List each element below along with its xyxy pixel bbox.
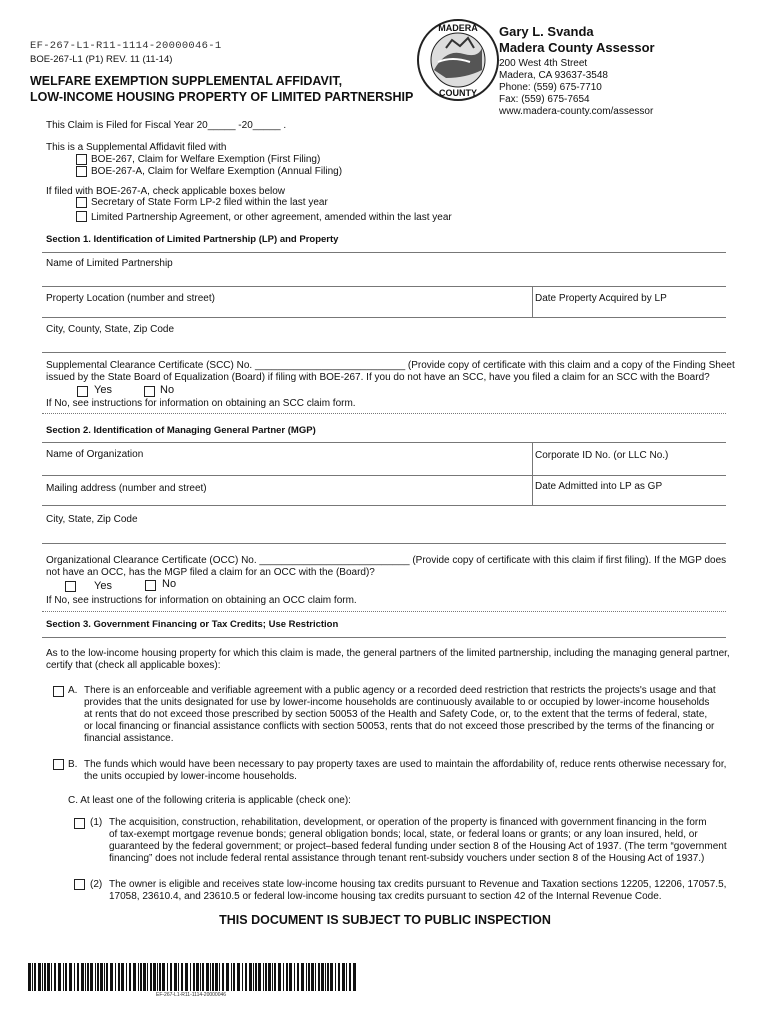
- barcode-bar: [321, 963, 324, 991]
- barcode-bar: [181, 963, 183, 991]
- barcode-bar: [138, 963, 139, 991]
- occ-no-label: No: [162, 578, 177, 590]
- lpa-label: Limited Partnership Agreement, or other agreement, amended within the last year: [91, 212, 452, 223]
- criterion-c1-line: guaranteed by the federal government; or project–based federal funding under section 8 of the Housing Act of 1937. (The term “government: [109, 841, 727, 852]
- criterion-c2-checkbox[interactable]: [74, 879, 85, 890]
- barcode-bar: [65, 963, 67, 991]
- occ-yes-checkbox[interactable]: [65, 581, 76, 592]
- barcode-bar: [206, 963, 209, 991]
- seal-text-bottom: COUNTY: [439, 88, 477, 98]
- barcode-bar: [150, 963, 152, 991]
- barcode-bar: [274, 963, 276, 991]
- barcode-bar: [115, 963, 116, 991]
- barcode-bar: [87, 963, 89, 991]
- barcode-bar: [286, 963, 288, 991]
- scc-line2: issued by the State Board of Equalization (Board) if filing with BOE-267. If you do not have an SCC, have you filed a claim for an SCC with the Board?: [46, 372, 710, 383]
- barcode-bar: [268, 963, 271, 991]
- section3-heading: Section 3. Government Financing or Tax Credits; Use Restriction: [46, 619, 339, 630]
- seal-text-top: MADERA: [438, 23, 478, 33]
- barcode-bar: [85, 963, 86, 991]
- scc-if-no: If No, see instructions for information on obtaining an SCC claim form.: [46, 398, 356, 409]
- rule-lp-name: [42, 286, 726, 287]
- barcode-bar: [237, 963, 240, 991]
- barcode-bar: [202, 963, 204, 991]
- madera-county-seal-logo: [416, 18, 500, 102]
- barcode-bar: [63, 963, 64, 991]
- assessor-website-link[interactable]: www.madera-county.com/assessor: [499, 106, 654, 117]
- barcode-bar: [110, 963, 113, 991]
- rule-mailing: [42, 505, 726, 506]
- barcode-bar: [74, 963, 75, 991]
- barcode-bar: [222, 963, 224, 991]
- barcode-bar: [153, 963, 156, 991]
- occ-if-no: If No, see instructions for information on obtaining an OCC claim form.: [46, 595, 357, 606]
- barcode-bar: [210, 963, 211, 991]
- barcode-bar: [77, 963, 79, 991]
- scc-yes-label: Yes: [94, 384, 112, 396]
- barcode-bar: [42, 963, 43, 991]
- criterion-c2-label: (2): [90, 879, 103, 890]
- barcode-bar: [289, 963, 292, 991]
- barcode-bar: [104, 963, 105, 991]
- barcode-bar: [133, 963, 136, 991]
- barcode-bar: [353, 963, 356, 991]
- barcode-bar: [159, 963, 161, 991]
- barcode: [28, 963, 358, 991]
- barcode-bar: [185, 963, 188, 991]
- barcode-bar: [338, 963, 340, 991]
- barcode-bar: [349, 963, 351, 991]
- barcode-bar: [32, 963, 33, 991]
- barcode-bar: [95, 963, 96, 991]
- rule-city: [42, 352, 726, 353]
- barcode-bar: [253, 963, 254, 991]
- barcode-bar: [106, 963, 108, 991]
- criterion-c2-line: 17058, 23610.4, and 23610.5 or federal low-income housing tax credits pursuant to section 42 of the Internal Revenue Code.: [109, 891, 662, 902]
- barcode-bar: [81, 963, 84, 991]
- rule-mgp-city: [42, 543, 726, 544]
- criterion-c1-text: [109, 817, 726, 865]
- barcode-bar: [170, 963, 172, 991]
- barcode-bar: [215, 963, 218, 991]
- criterion-a-line: or local financing or financial assistance conflicts with section 50053, rents that do not exceed those prescribed by the terms of the financing or: [84, 721, 715, 732]
- barcode-bar: [258, 963, 261, 991]
- assessor-address2: Madera, CA 93637-3548: [499, 70, 608, 81]
- criterion-a-line: at rents that do not exceed those prescribed by section 50053 of the Health and Safety Code, or, to the extent that the terms of federal, state,: [84, 709, 708, 720]
- criterion-c1-checkbox[interactable]: [74, 818, 85, 829]
- rule-property: [42, 317, 726, 318]
- criterion-c1-line: financing” does not include federal rental assistance through tenant rent-subsidy vouchers under section 8 of the Housing Act of 1937.): [109, 853, 705, 864]
- section1-heading: Section 1. Identification of Limited Partnership (LP) and Property: [46, 234, 339, 245]
- barcode-bar: [249, 963, 252, 991]
- barcode-bar: [178, 963, 179, 991]
- barcode-bar: [231, 963, 232, 991]
- scc-line1[interactable]: Supplemental Clearance Certificate (SCC) No. ___________________________ (Provide copy of certificate with this claim and a copy of the Finding Sheet: [46, 360, 735, 371]
- mgp-city-field[interactable]: City, State, Zip Code: [46, 514, 138, 525]
- barcode-bar: [278, 963, 281, 991]
- section2-rule: [42, 442, 726, 443]
- barcode-bar: [219, 963, 220, 991]
- scc-no-checkbox[interactable]: [144, 386, 155, 397]
- form-title-line2: LOW-INCOME HOUSING PROPERTY OF LIMITED PARTNERSHIP: [30, 90, 414, 104]
- barcode-bar: [318, 963, 320, 991]
- boe267a-checkbox[interactable]: [76, 166, 87, 177]
- section1-end-rule: [42, 413, 726, 414]
- barcode-bar: [47, 963, 50, 991]
- barcode-bar: [301, 963, 304, 991]
- criterion-c2-text: [109, 879, 726, 903]
- criterion-b-label: B.: [68, 759, 78, 770]
- barcode-bar: [308, 963, 310, 991]
- barcode-bar: [212, 963, 214, 991]
- scc-no-label: No: [160, 384, 175, 396]
- barcode-bar: [167, 963, 168, 991]
- occ-no-checkbox[interactable]: [145, 580, 156, 591]
- criterion-c1-line: The acquisition, construction, rehabilitation, development, or operation of the property is financed with government financing in the form: [109, 817, 707, 828]
- barcode-bar: [325, 963, 326, 991]
- criterion-a-line: There is an enforceable and verifiable agreement with a public agency or a recorded deed restriction that restricts the projects's usage and that: [84, 685, 716, 696]
- barcode-bar: [44, 963, 46, 991]
- barcode-bar: [306, 963, 307, 991]
- barcode-bar: [265, 963, 267, 991]
- section3-rule: [42, 637, 726, 638]
- assessor-fax: Fax: (559) 675-7654: [499, 94, 590, 105]
- criterion-b-text: [84, 759, 726, 783]
- barcode-bar: [58, 963, 61, 991]
- section1-rule: [42, 252, 726, 253]
- lp-city-county-field[interactable]: City, County, State, Zip Code: [46, 324, 175, 335]
- barcode-bar: [126, 963, 127, 991]
- criterion-c1-label: (1): [90, 817, 103, 828]
- barcode-bar: [193, 963, 195, 991]
- criterion-a-line: financial assistance.: [84, 733, 174, 744]
- corp-id-field[interactable]: Corporate ID No. (or LLC No.): [535, 450, 669, 461]
- criterion-c-text: C. At least one of the following criteria is applicable (check one):: [68, 795, 351, 806]
- divider-date-acquired: [532, 287, 533, 317]
- boe267a-label: BOE-267-A, Claim for Welfare Exemption (Annual Filing): [91, 166, 343, 177]
- barcode-bar: [69, 963, 72, 991]
- date-admitted-field[interactable]: Date Admitted into LP as GP: [535, 481, 663, 492]
- section2-heading: Section 2. Identification of Managing General Partner (MGP): [46, 425, 316, 436]
- barcode-bar: [294, 963, 295, 991]
- barcode-bar: [245, 963, 247, 991]
- barcode-bar: [233, 963, 235, 991]
- barcode-bar: [297, 963, 299, 991]
- section3-intro-line1: As to the low-income housing property for which this claim is made, the general partners of the limited partnership, including the managing general partner,: [46, 648, 730, 659]
- assessor-title: Madera County Assessor: [499, 40, 655, 55]
- criterion-a-text: [84, 685, 726, 745]
- form-revision: BOE-267-L1 (P1) REV. 11 (11-14): [30, 54, 173, 65]
- mailing-address-field[interactable]: Mailing address (number and street): [46, 483, 207, 494]
- form-code: EF-267-L1-R11-1114-20000046-1: [30, 40, 222, 52]
- barcode-bar: [196, 963, 199, 991]
- barcode-bar: [346, 963, 347, 991]
- barcode-bar: [330, 963, 333, 991]
- barcode-bar: [263, 963, 264, 991]
- occ-line1[interactable]: Organizational Clearance Certificate (OCC) No. ___________________________ (Provide copy of certificate with this claim if first filing). If the MGP does: [46, 555, 727, 566]
- property-location-field[interactable]: Property Location (number and street): [46, 293, 215, 304]
- criterion-a-checkbox[interactable]: [53, 686, 64, 697]
- barcode-bar: [272, 963, 273, 991]
- barcode-bar: [129, 963, 131, 991]
- barcode-bar: [327, 963, 329, 991]
- section2-end-rule: [42, 611, 726, 612]
- criterion-c2-line: The owner is eligible and receives state low-income housing tax credits pursuant to Revenue and Taxation sections 12205, 12206, 17057.5,: [109, 879, 727, 890]
- barcode-bar: [143, 963, 146, 991]
- barcode-bar: [121, 963, 124, 991]
- barcode-bar: [140, 963, 142, 991]
- barcode-bar: [34, 963, 36, 991]
- barcode-bar: [28, 963, 31, 991]
- barcode-text: EF-267-L1-R11-1114-20000046: [156, 992, 227, 998]
- occ-line2: not have an OCC, has the MGP filed a claim for an OCC with the (Board)?: [46, 567, 375, 578]
- org-name-field[interactable]: Name of Organization: [46, 449, 144, 460]
- boe267-label: BOE-267, Claim for Welfare Exemption (First Filing): [91, 154, 321, 165]
- criterion-c1-line: of tax-exempt mortgage revenue bonds; general obligation bonds; local, state, or federal loans or grants; or any loan insured, held, or: [109, 829, 698, 840]
- lp2-label: Secretary of State Form LP-2 filed within the last year: [91, 197, 328, 208]
- barcode-bar: [38, 963, 41, 991]
- barcode-bar: [118, 963, 120, 991]
- rule-org: [42, 475, 726, 476]
- form-title-line1: WELFARE EXEMPTION SUPPLEMENTAL AFFIDAVIT,: [30, 74, 343, 88]
- assessor-name: Gary L. Svanda: [499, 24, 594, 39]
- if-filed-267a: If filed with BOE-267-A, check applicable boxes below: [46, 186, 286, 197]
- barcode-bar: [335, 963, 336, 991]
- barcode-bar: [147, 963, 148, 991]
- criterion-b-checkbox[interactable]: [53, 759, 64, 770]
- occ-yes-label: Yes: [94, 580, 112, 592]
- barcode-bar: [97, 963, 99, 991]
- barcode-bar: [90, 963, 93, 991]
- assessor-phone: Phone: (559) 675-7710: [499, 82, 602, 93]
- criterion-a-line: provides that the units designated for use by lower-income households are continuously available to or occupied by lower-income households: [84, 697, 710, 708]
- criterion-b-line: The funds which would have been necessary to pay property taxes are used to maintain the affordability of, reduce rents otherwise necessary for,: [84, 759, 727, 770]
- assessor-address1: 200 West 4th Street: [499, 58, 588, 69]
- barcode-bar: [315, 963, 316, 991]
- public-inspection-notice: THIS DOCUMENT IS SUBJECT TO PUBLIC INSPECTION: [219, 913, 551, 927]
- barcode-bar: [342, 963, 345, 991]
- supplemental-filed-with: This is a Supplemental Affidavit filed with: [46, 142, 227, 153]
- barcode-bar: [162, 963, 165, 991]
- barcode-bar: [157, 963, 158, 991]
- section3-intro-line2: certify that (check all applicable boxes):: [46, 660, 221, 671]
- barcode-bar: [174, 963, 177, 991]
- barcode-bar: [255, 963, 257, 991]
- scc-yes-checkbox[interactable]: [77, 386, 88, 397]
- lp-name-field[interactable]: Name of Limited Partnership: [46, 258, 173, 269]
- fiscal-year-line[interactable]: This Claim is Filed for Fiscal Year 20_____ -20_____ .: [46, 120, 287, 131]
- date-acquired-field[interactable]: Date Property Acquired by LP: [535, 293, 667, 304]
- boe267-checkbox[interactable]: [76, 154, 87, 165]
- barcode-bar: [190, 963, 191, 991]
- barcode-bar: [311, 963, 314, 991]
- criterion-a-label: A.: [68, 685, 78, 696]
- barcode-bar: [200, 963, 201, 991]
- barcode-bar: [54, 963, 56, 991]
- barcode-bar: [283, 963, 284, 991]
- lpa-checkbox[interactable]: [76, 211, 87, 222]
- criterion-b-line: the units occupied by lower-income households.: [84, 771, 297, 782]
- barcode-bar: [51, 963, 52, 991]
- barcode-bar: [226, 963, 229, 991]
- barcode-bar: [242, 963, 243, 991]
- barcode-bar: [100, 963, 103, 991]
- lp2-checkbox[interactable]: [76, 197, 87, 208]
- divider-corp-id: [532, 443, 533, 505]
